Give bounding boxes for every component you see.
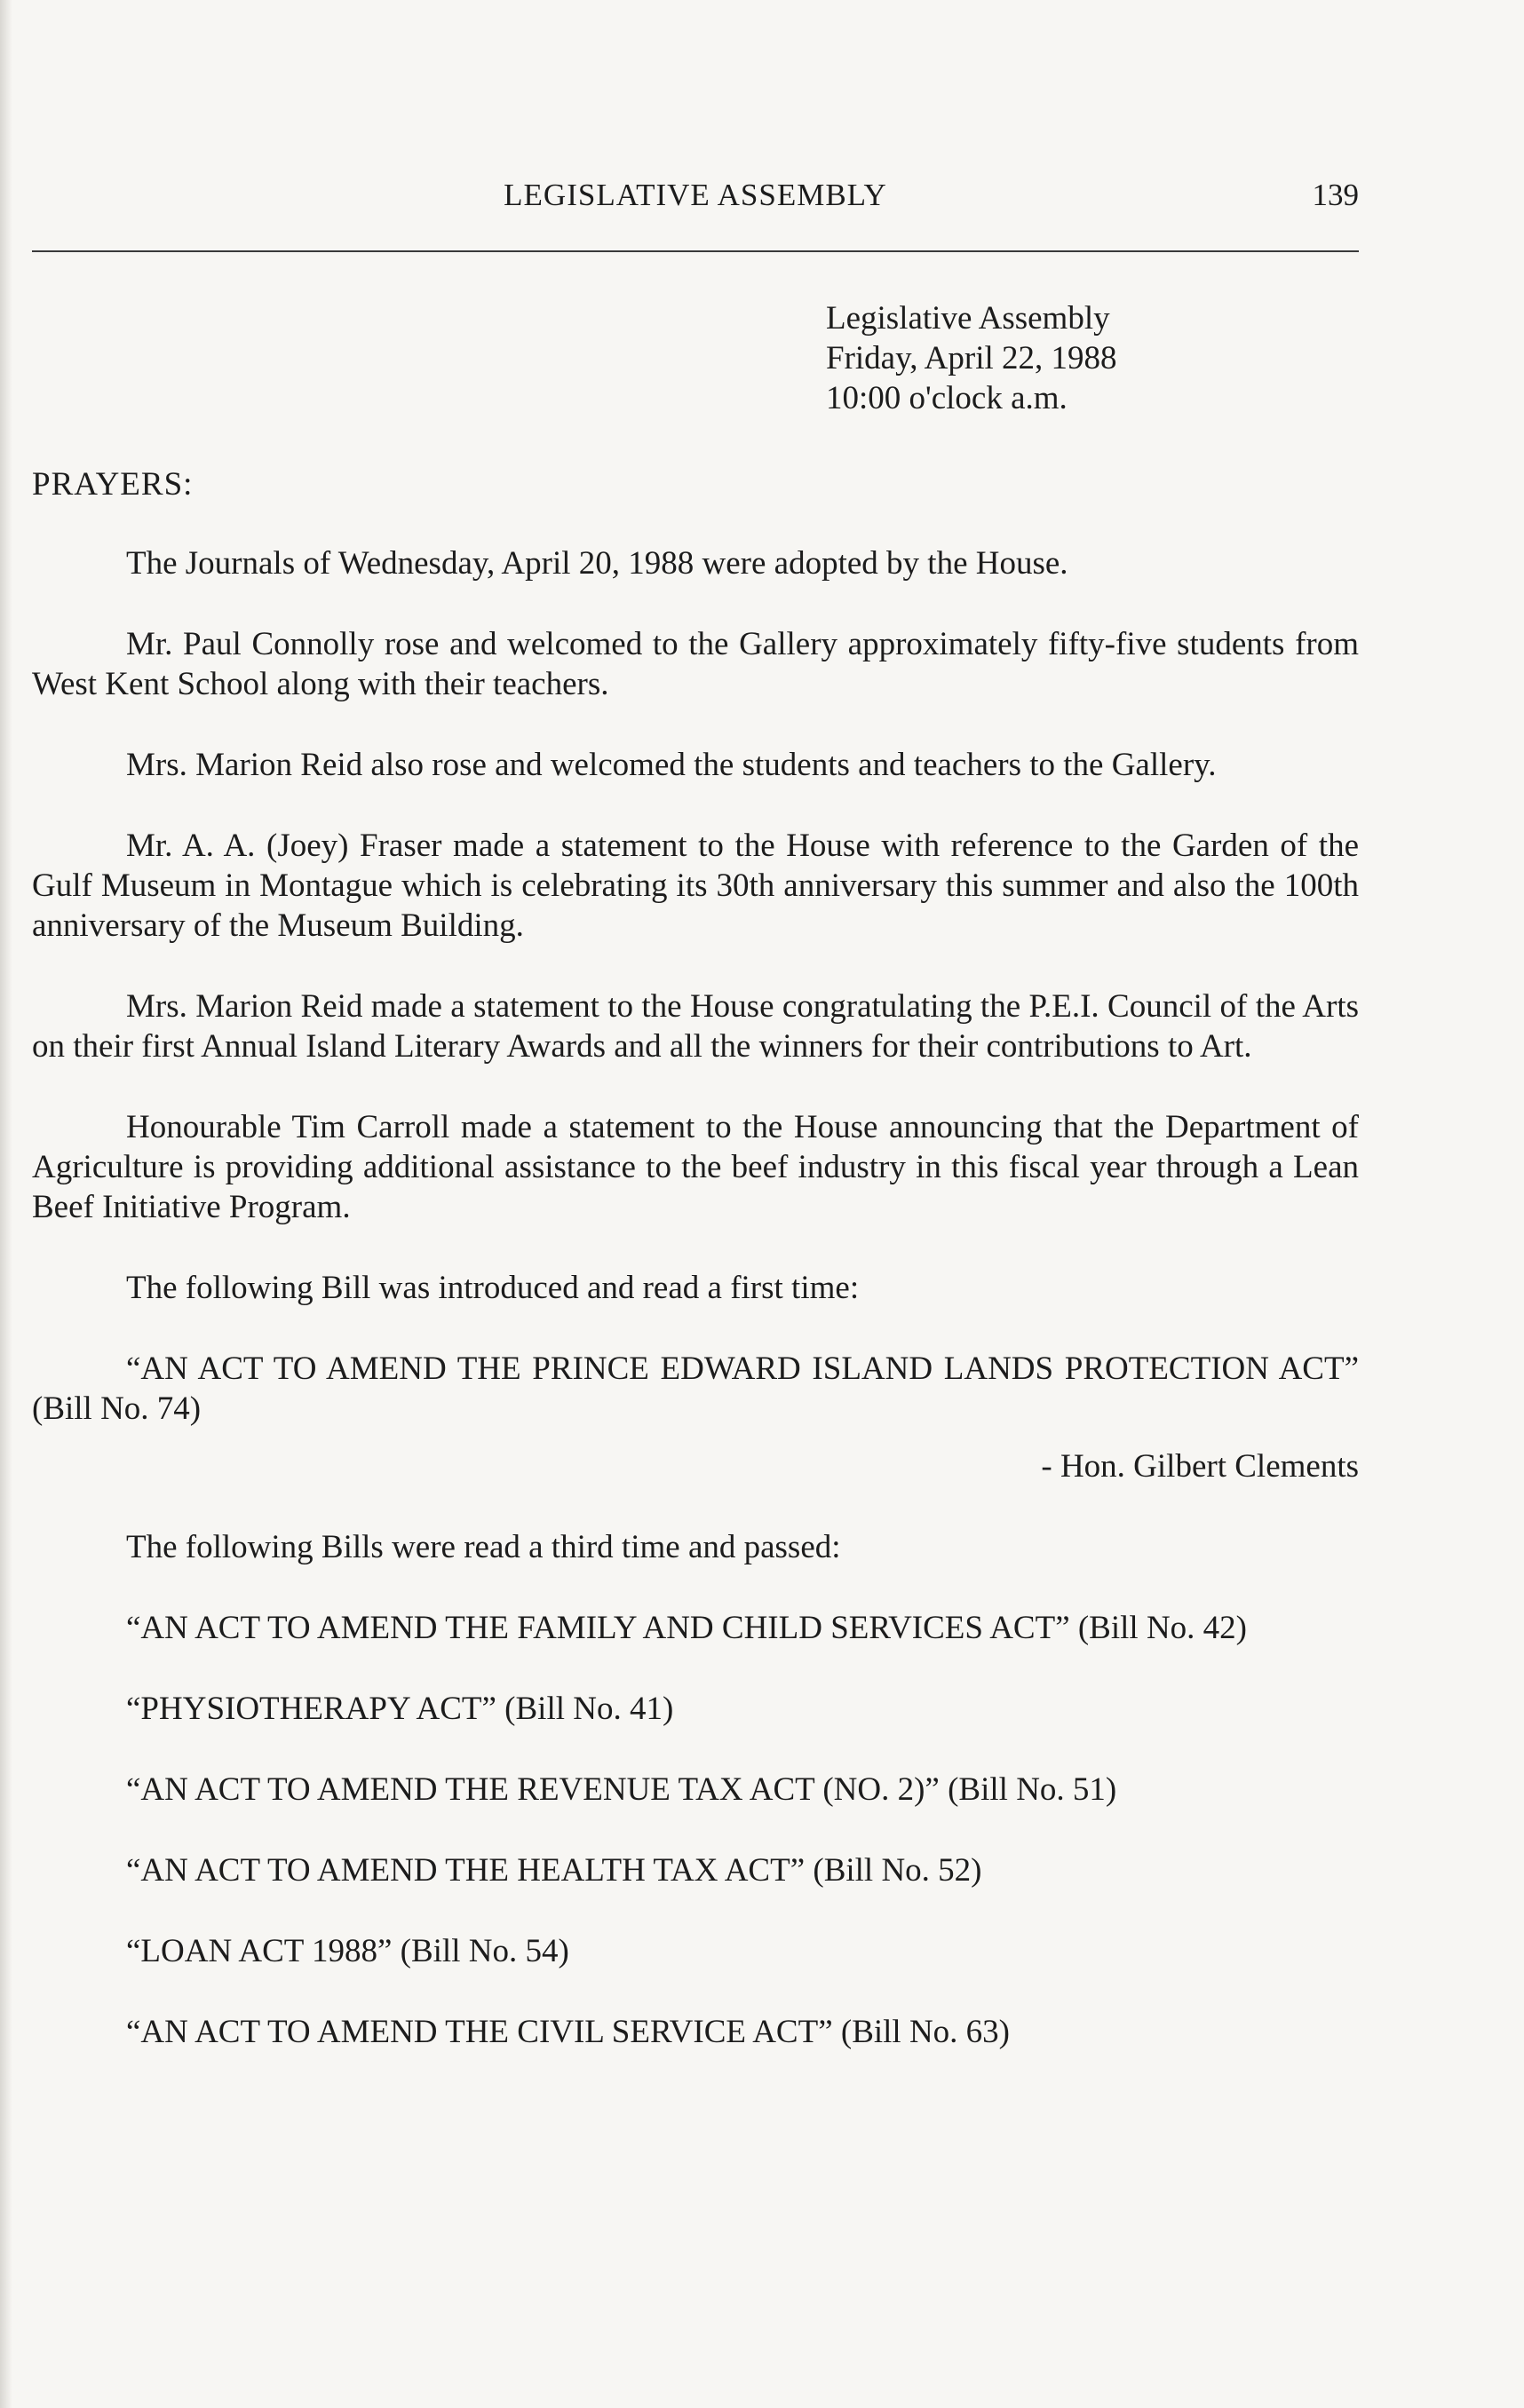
bill-title: “AN ACT TO AMEND THE FAMILY AND CHILD SERVICES ACT” (Bill No. 42): [126, 1610, 1247, 1646]
bill-title: “AN ACT TO AMEND THE REVENUE TAX ACT (NO. 2)” (Bill No. 51): [126, 1771, 1117, 1808]
running-title: LEGISLATIVE ASSEMBLY: [504, 178, 887, 212]
sitting-assembly: Legislative Assembly: [826, 300, 1110, 337]
sitting-block: [826, 298, 1117, 418]
journal-paragraph: Honourable Tim Carroll made a statement to the House announcing that the Department of Agriculture is providing additional assistance to the beef industry in this fiscal year through a Lean Beef Initiative Program.: [32, 1109, 1359, 1225]
journal-paragraph: Mr. A. A. (Joey) Fraser made a statement to the House with reference to the Garden of the Gulf Museum in Montague which is celebrating its 30th anniversary this summer and also the 100th anniversary of the Museum Building.: [32, 828, 1359, 944]
journal-body: [32, 543, 1359, 2093]
third-reading-intro: The following Bills were read a third time and passed:: [126, 1529, 841, 1565]
page-edge-shadow: [0, 0, 12, 2408]
first-reading-intro: The following Bill was introduced and read a first time:: [126, 1270, 860, 1306]
bill-sponsor: - Hon. Gilbert Clements: [1041, 1448, 1359, 1485]
bill-title: “AN ACT TO AMEND THE PRINCE EDWARD ISLAND LANDS PROTECTION ACT” (Bill No. 74): [32, 1351, 1359, 1427]
bill-title: “AN ACT TO AMEND THE CIVIL SERVICE ACT” (Bill No. 63): [126, 2014, 1011, 2050]
page-number: 139: [1312, 178, 1359, 212]
bill-title: “PHYSIOTHERAPY ACT” (Bill No. 41): [126, 1691, 674, 1727]
prayers-heading: PRAYERS:: [32, 466, 194, 503]
bill-title: “AN ACT TO AMEND THE HEALTH TAX ACT” (Bill No. 52): [126, 1852, 982, 1889]
header-rule: [32, 250, 1359, 252]
bill-title: “LOAN ACT 1988” (Bill No. 54): [126, 1933, 569, 1969]
sitting-time: 10:00 o'clock a.m.: [826, 380, 1068, 416]
running-header: [32, 178, 1359, 231]
journal-paragraph: The Journals of Wednesday, April 20, 1988 were adopted by the House.: [126, 545, 1068, 582]
journal-paragraph: Mrs. Marion Reid also rose and welcomed the students and teachers to the Gallery.: [126, 747, 1217, 783]
sitting-date: Friday, April 22, 1988: [826, 340, 1117, 376]
journal-paragraph: Mr. Paul Connolly rose and welcomed to the Gallery approximately fifty-five students from West Kent School along with their teachers.: [32, 626, 1359, 702]
journal-paragraph: Mrs. Marion Reid made a statement to the House congratulating the P.E.I. Council of the Arts on their first Annual Island Literary Awards and all the winners for their contributions to Art.: [32, 988, 1359, 1065]
